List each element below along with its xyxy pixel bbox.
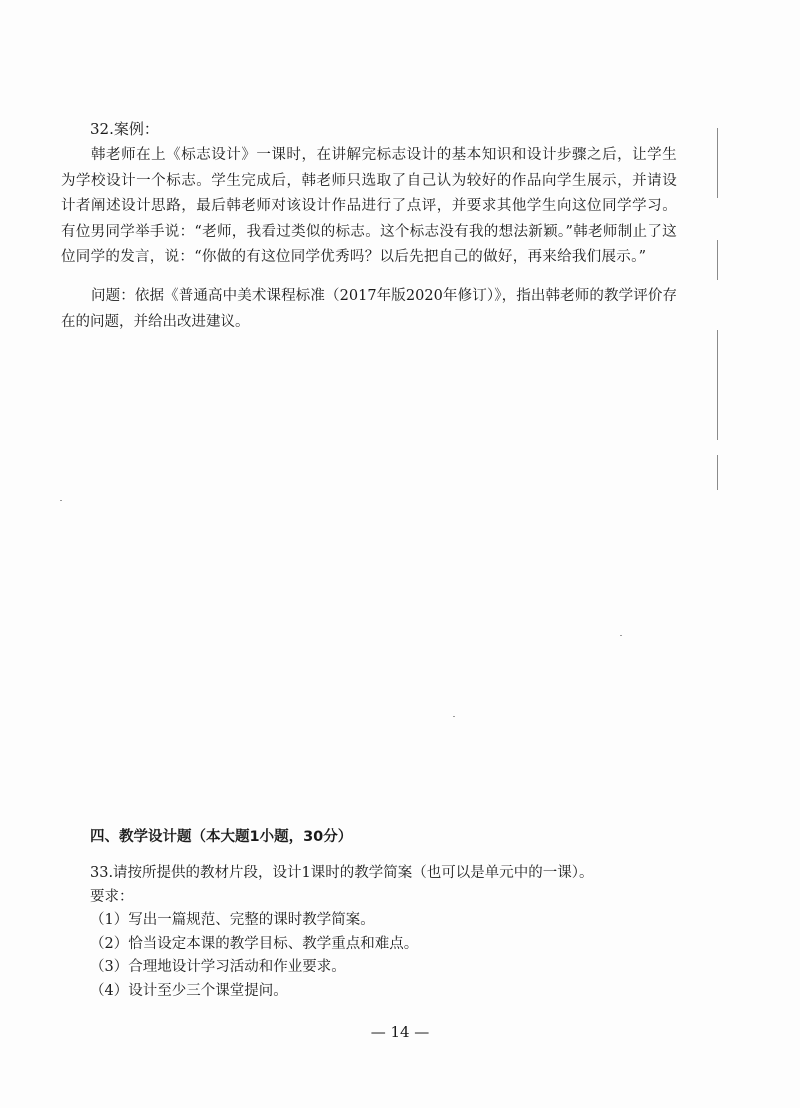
page-number: — 14 — [370, 1023, 430, 1041]
scan-margin-line [717, 128, 718, 198]
requirement-item: （1）写出一篇规范、完整的课时教学简案。 [90, 912, 375, 928]
section-4-heading: 四、教学设计题（本大题1小题，30分） [90, 829, 353, 845]
scan-margin-line [717, 240, 718, 280]
scan-margin-line [717, 455, 718, 490]
scan-margin-line [717, 330, 718, 440]
scan-speck [60, 500, 62, 501]
requirement-item: （4）设计至少三个课堂提问。 [90, 982, 288, 999]
requirement-item: （3）合理地设计学习活动和作业要求。 [90, 959, 346, 975]
question-33-prompt: 33.请按所提供的教材片段，设计1课时的教学简案（也可以是单元中的一课）。 [90, 865, 594, 881]
case-description: 韩老师在上《标志设计》一课时，在讲解完标志设计的基本知识和设计步骤之后，让学生为学校设计一个标志。学生完成后，韩老师只选取了自己认为较好的作品向学生展示，并请设计者阐述设计思路，最后韩老师对该设计作品进行了点评，并要求其他学生向这位同学学习。有位男同学举手说：“老师，我看过类似的标志。这个标志没有我的想法新颖。”韩老师制止了这位同学的发言，说：“你做的有这位同学优秀吗？以后先把自己的做好，再来给我们展示。” [61, 147, 677, 266]
question-33-block [90, 862, 690, 1003]
question-32-prompt: 问题：依据《普通高中美术课程标准（2017年版2020年修订）》，指出韩老师的教学评价存在的问题，并给出改进建议。 [61, 288, 677, 330]
requirements-label: 要求： [90, 888, 134, 905]
scan-speck [620, 635, 622, 636]
scan-speck [453, 716, 455, 717]
question-32-title: 32.案例： [90, 120, 159, 138]
requirement-item: （2）恰当设定本课的教学目标、教学重点和难点。 [90, 935, 419, 952]
